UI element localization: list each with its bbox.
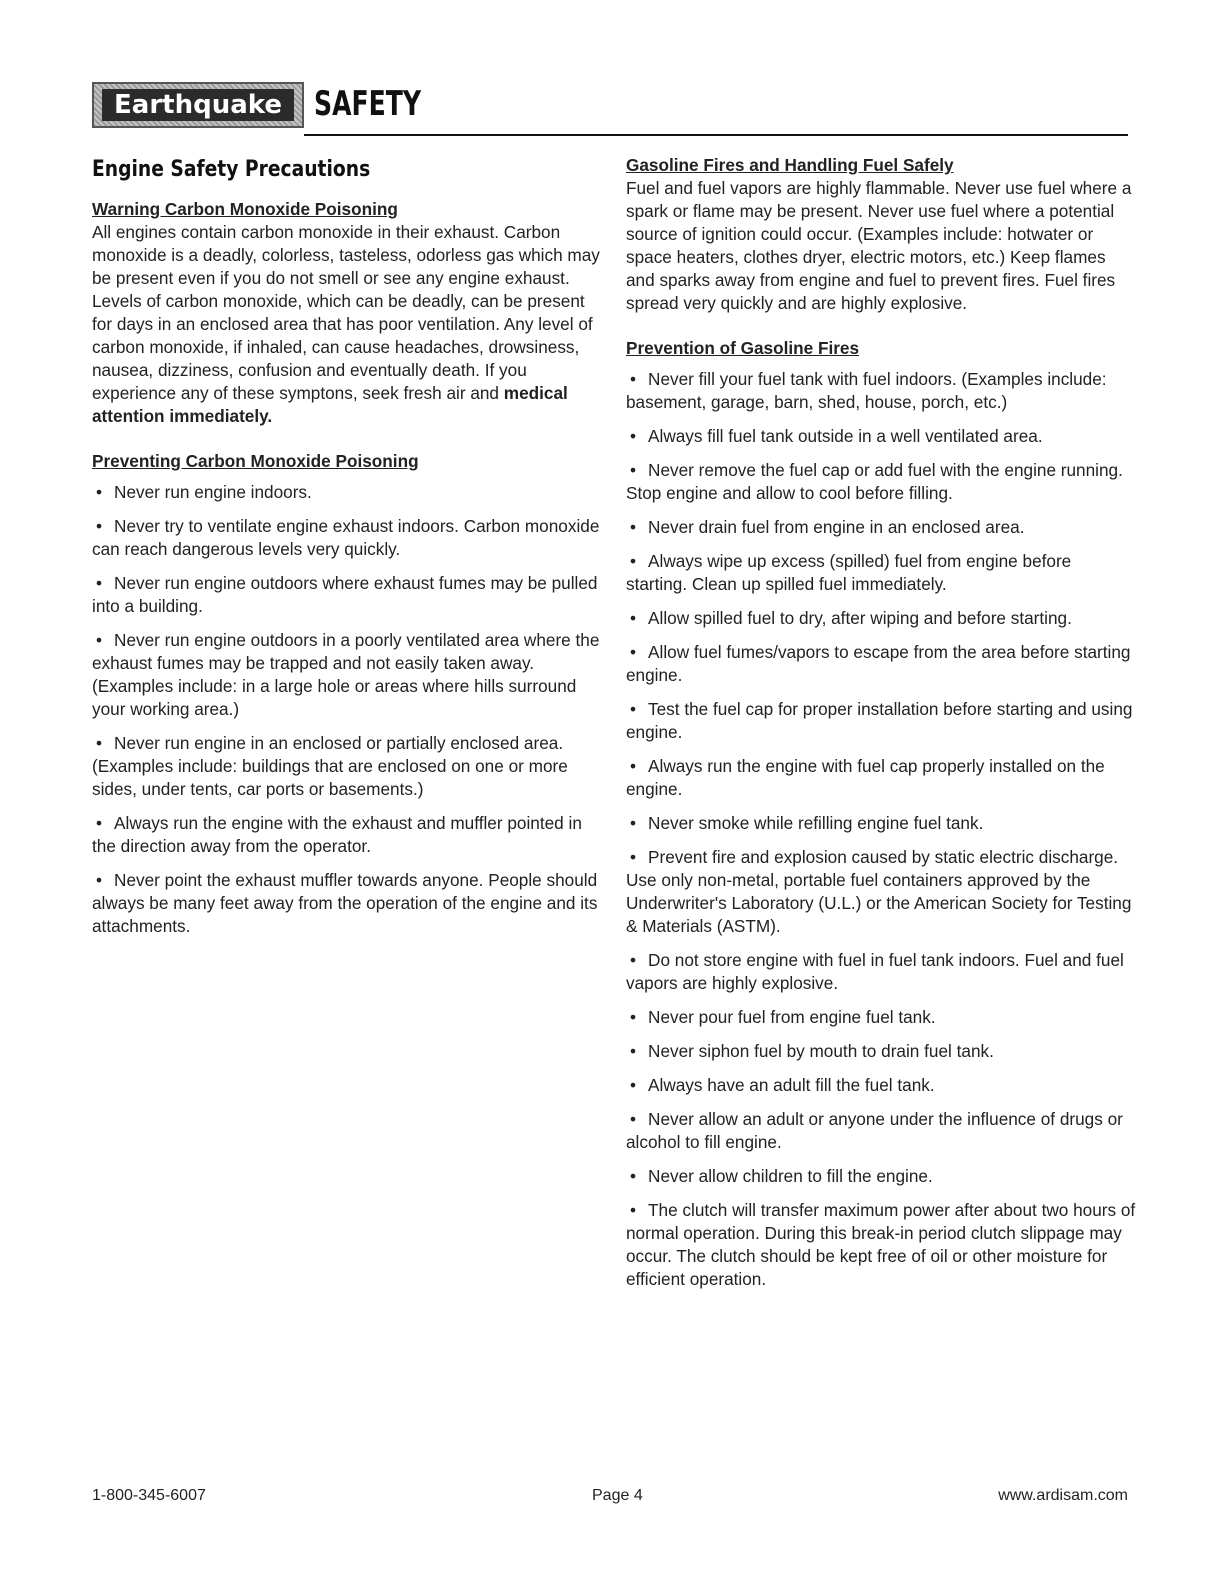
list-item: • Never try to ventilate engine exhaust indoors. Carbon monoxide can reach dangerous levels very quickly. — [92, 515, 604, 561]
fires-body: Fuel and fuel vapors are highly flammable. Never use fuel where a spark or flame may be present. Never use fuel where a potential source of ignition could occur. (Examples include: hotwater or space heaters, clothes dryer, electric motors, etc.) Keep flames and sparks away from engine and fuel to prevent fires. Fuel fires spread very quickly and are highly explosive. — [626, 178, 1132, 313]
preventing-list — [92, 481, 604, 938]
list-item: • Never pour fuel from engine fuel tank. — [626, 1006, 1136, 1029]
list-item: • Never point the exhaust muffler towards anyone. People should always be many feet away from the operation of the engine and its attachments. — [92, 869, 604, 938]
header-rule — [304, 134, 1128, 136]
list-item: • Never run engine outdoors where exhaust fumes may be pulled into a building. — [92, 572, 604, 618]
list-item: • Never siphon fuel by mouth to drain fuel tank. — [626, 1040, 1136, 1063]
left-column — [92, 154, 604, 949]
list-item: • Prevent fire and explosion caused by static electric discharge. Use only non-metal, portable fuel containers approved by the Underwriter's Laboratory (U.L.) or the American Society for Testing & Materials (ASTM). — [626, 846, 1136, 938]
fires-heading: Gasoline Fires and Handling Fuel Safely — [626, 155, 954, 175]
warning-body-text: All engines contain carbon monoxide in their exhaust. Carbon monoxide is a deadly, colorless, tasteless, odorless gas which may be present even if you do not smell or see any engine exhaust. Levels of carbon monoxide, which can be deadly, can be present for days in an enclosed area that has poor ventilation. Any level of carbon monoxide, if inhaled, can cause headaches, drowsiness, nausea, dizziness, confusion and eventually death. If you experience any of these symptons, seek fresh air and — [92, 222, 600, 403]
list-item: • Never drain fuel from engine in an enclosed area. — [626, 516, 1136, 539]
logo-text: Earthquake — [102, 89, 294, 121]
footer-phone: 1-800-345-6007 — [92, 1487, 206, 1504]
list-item: • Allow fuel fumes/vapors to escape from the area before starting engine. — [626, 641, 1136, 687]
prevention-list — [626, 368, 1136, 1291]
list-item: • Always run the engine with fuel cap properly installed on the engine. — [626, 755, 1136, 801]
list-item: • Do not store engine with fuel in fuel tank indoors. Fuel and fuel vapors are highly explosive. — [626, 949, 1136, 995]
right-column — [626, 154, 1136, 1302]
section-title: Engine Safety Precautions — [92, 157, 371, 182]
footer-page-number: Page 4 — [592, 1487, 643, 1504]
header-title: SAFETY — [314, 84, 422, 124]
list-item: • Never fill your fuel tank with fuel indoors. (Examples include: basement, garage, barn, shed, house, porch, etc.) — [626, 368, 1136, 414]
list-item: • Always have an adult fill the fuel tank. — [626, 1074, 1136, 1097]
list-item: • Always fill fuel tank outside in a well ventilated area. — [626, 425, 1136, 448]
list-item: • Never run engine in an enclosed or partially enclosed area. (Examples include: buildings that are enclosed on one or more sides, under tents, car ports or basements.) — [92, 732, 604, 801]
list-item: • Never run engine outdoors in a poorly ventilated area where the exhaust fumes may be trapped and not easily taken away. (Examples include: in a large hole or areas where hills surround your working area.) — [92, 629, 604, 721]
list-item: • Allow spilled fuel to dry, after wiping and before starting. — [626, 607, 1136, 630]
earthquake-logo — [92, 82, 304, 128]
preventing-heading: Preventing Carbon Monoxide Poisoning — [92, 451, 419, 471]
list-item: • Never smoke while refilling engine fuel tank. — [626, 812, 1136, 835]
list-item: • Never run engine indoors. — [92, 481, 604, 504]
list-item: • Test the fuel cap for proper installation before starting and using engine. — [626, 698, 1136, 744]
warning-emphasis: medical attention immediately. — [92, 383, 568, 426]
prevention-heading: Prevention of Gasoline Fires — [626, 338, 860, 358]
warning-body — [92, 221, 604, 428]
list-item: • Never allow an adult or anyone under the influence of drugs or alcohol to fill engine. — [626, 1108, 1136, 1154]
warning-heading: Warning Carbon Monoxide Poisoning — [92, 199, 398, 219]
list-item: • The clutch will transfer maximum power after about two hours of normal operation. During this break-in period clutch slippage may occur. The clutch should be kept free of oil or other moisture for efficient operation. — [626, 1199, 1136, 1291]
footer-url: www.ardisam.com — [998, 1487, 1128, 1504]
list-item: • Never allow children to fill the engine. — [626, 1165, 1136, 1188]
list-item: • Always run the engine with the exhaust and muffler pointed in the direction away from the operator. — [92, 812, 604, 858]
list-item: • Always wipe up excess (spilled) fuel from engine before starting. Clean up spilled fuel immediately. — [626, 550, 1136, 596]
page-header — [92, 80, 1128, 136]
list-item: • Never remove the fuel cap or add fuel with the engine running. Stop engine and allow to cool before filling. — [626, 459, 1136, 505]
